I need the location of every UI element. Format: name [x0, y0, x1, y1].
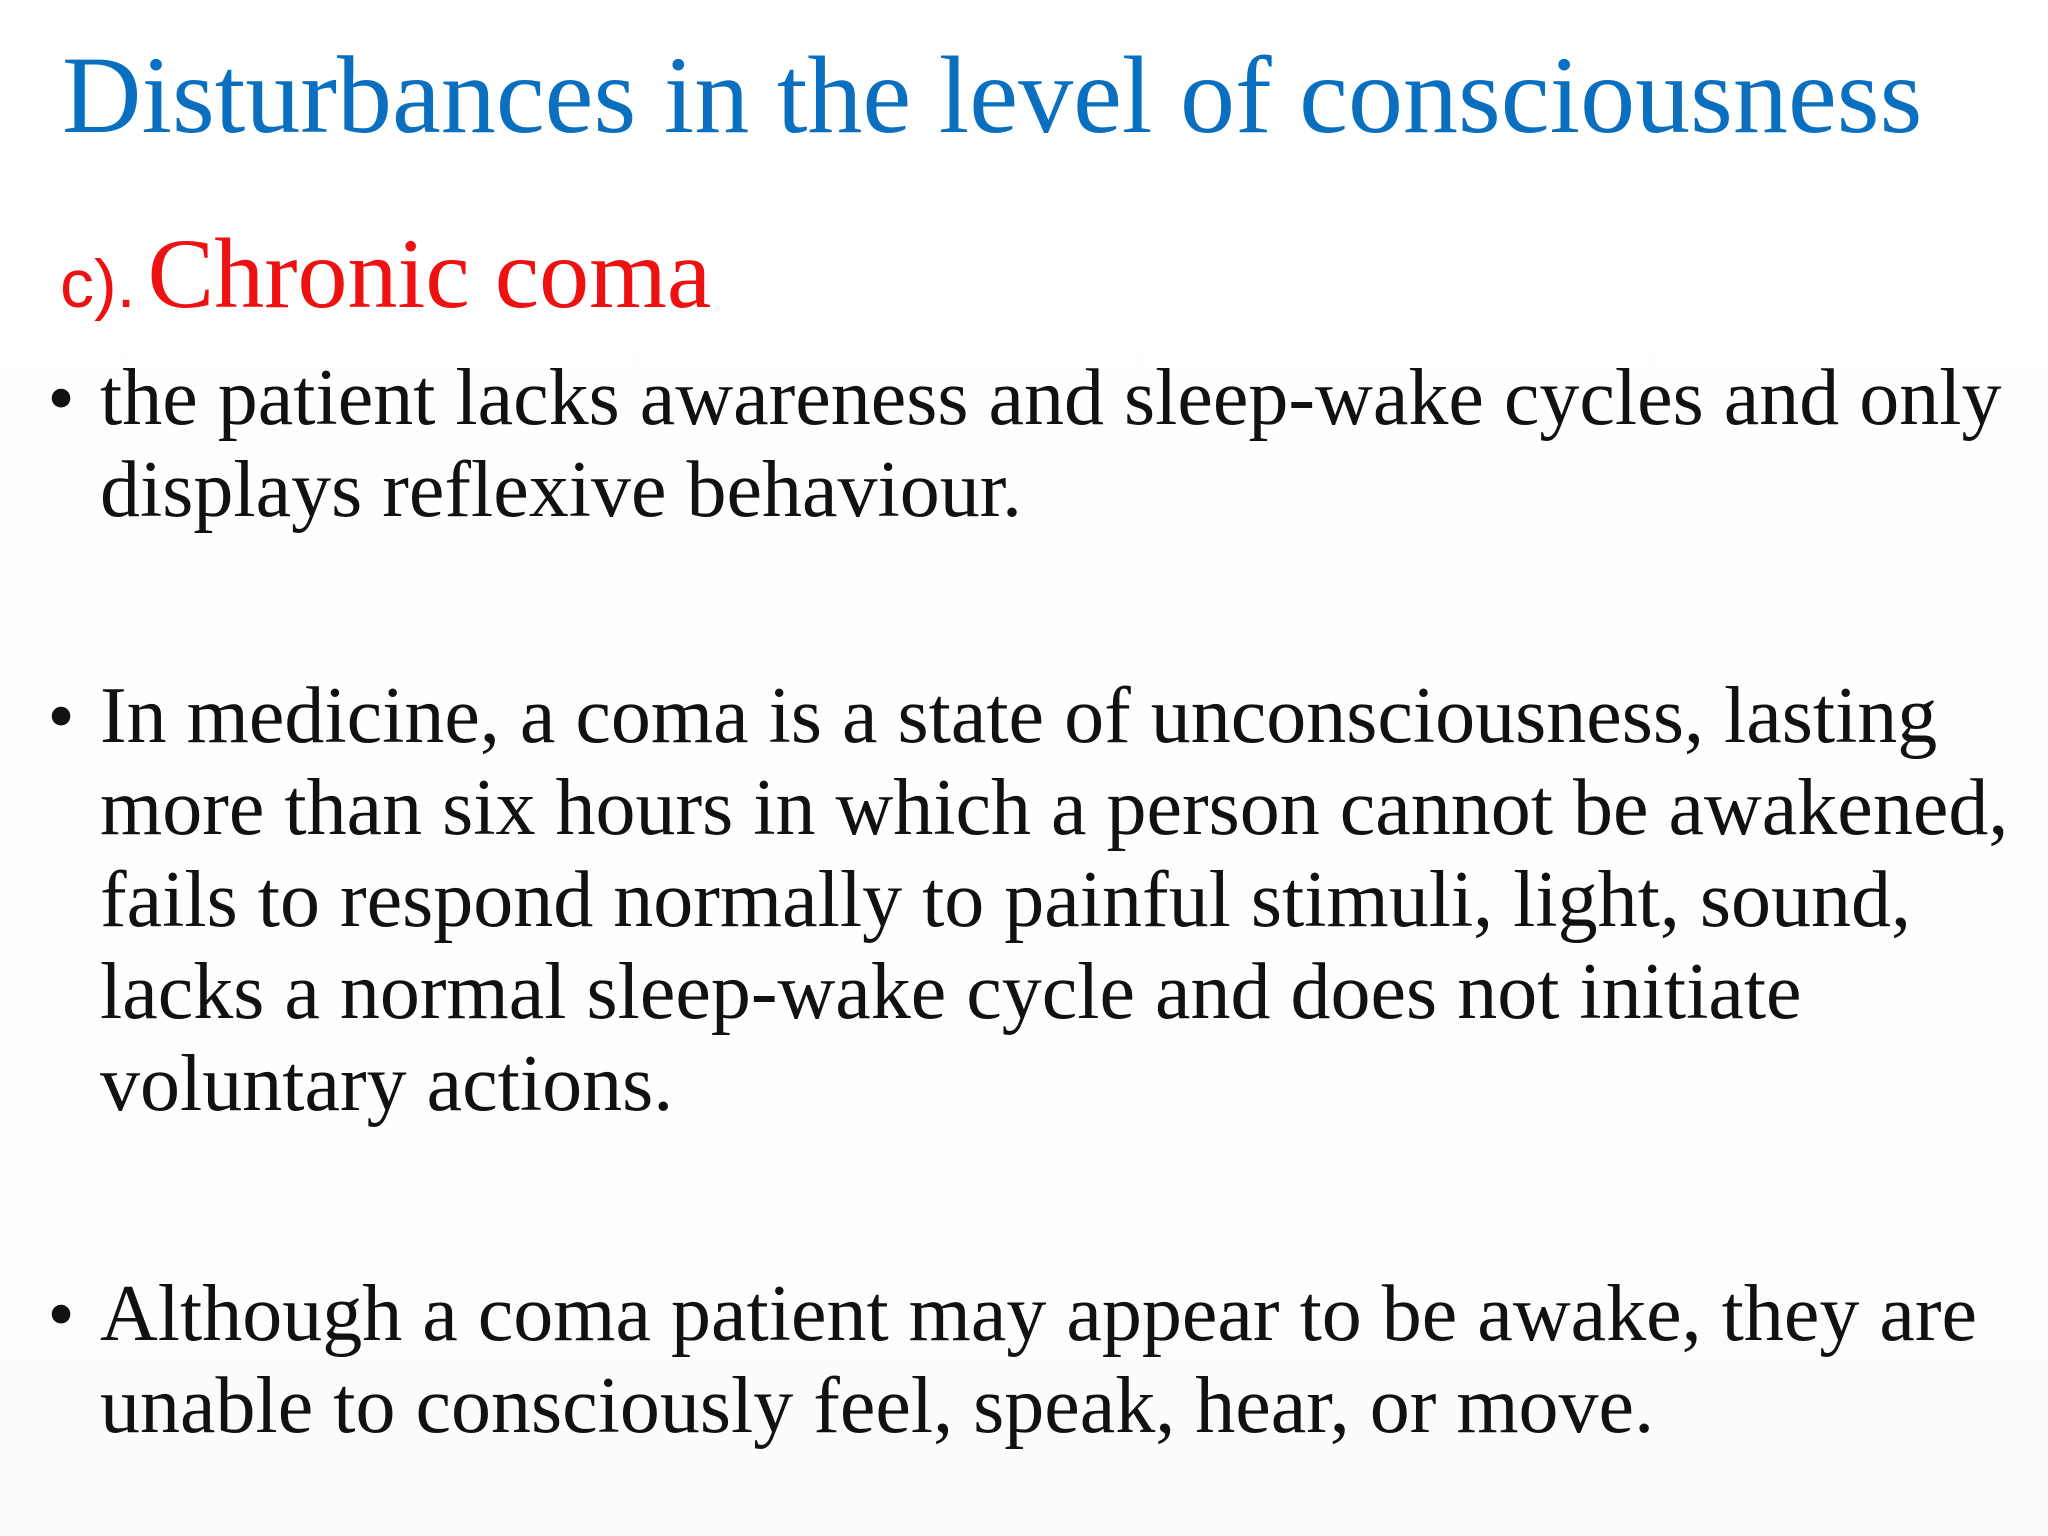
bullet-item [20, 670, 2010, 1130]
bullet-item [20, 352, 2010, 536]
bullet-text: Although a coma patient may appear to be awake, they are unable to consciously feel, speak, hear, or move. [100, 1270, 1977, 1450]
section-heading [60, 214, 711, 334]
slide-title: Disturbances in the level of consciousness [62, 34, 1923, 156]
bullet-icon: • [47, 1270, 75, 1357]
bullet-icon: • [47, 672, 75, 759]
section-title: Chronic coma [147, 218, 712, 329]
bullet-text: the patient lacks awareness and sleep-wake cycles and only displays reflexive behaviour. [100, 354, 2002, 534]
bullet-icon: • [47, 354, 75, 441]
bullet-item [20, 1268, 2010, 1452]
bullet-text: In medicine, a coma is a state of unconsciousness, lasting more than six hours in which a person cannot be awakened, fails to respond normally to painful stimuli, light, sound, lacks a normal sleep-wake cycle and does not initiate voluntary actions. [100, 672, 2009, 1128]
section-letter: c). [60, 246, 136, 322]
